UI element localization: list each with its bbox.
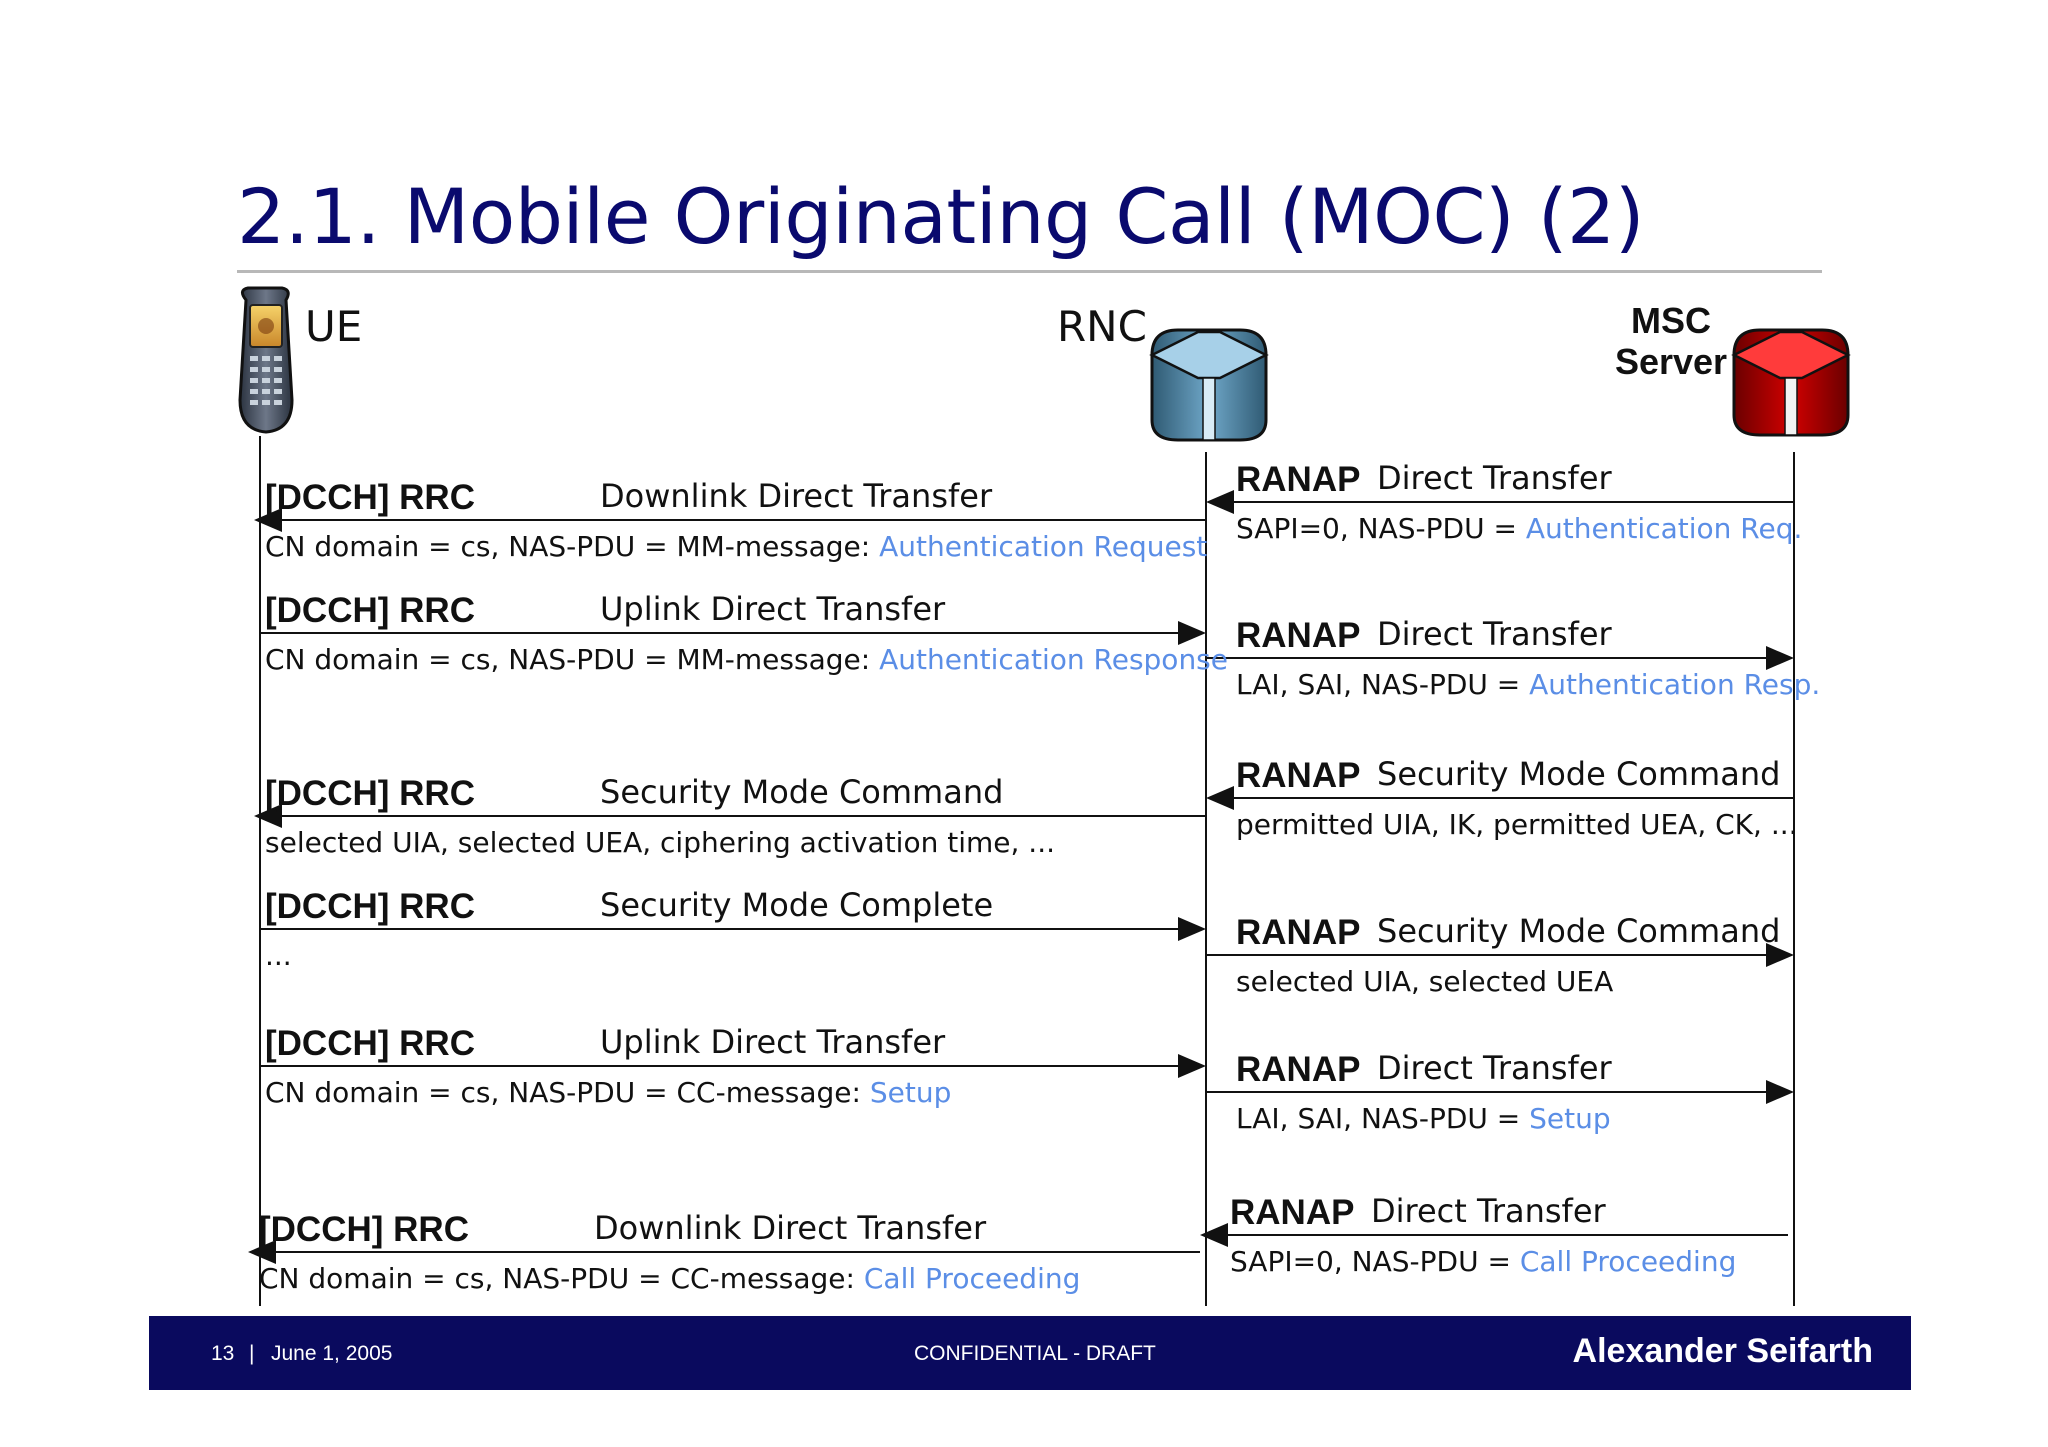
rrc-message-params: [259, 1262, 1080, 1295]
ranap-message-params: [1236, 1102, 1611, 1135]
rrc-protocol-label: [DCCH] RRC: [265, 591, 475, 630]
footer-author: Alexander Seifarth: [1572, 1332, 1873, 1370]
ranap-protocol-label: RANAP: [1236, 913, 1361, 952]
ranap-protocol-label: RANAP: [1236, 1050, 1361, 1089]
rrc-message-params: [265, 826, 1055, 859]
ranap-message-params-text: SAPI=0, NAS-PDU =: [1236, 512, 1526, 545]
ranap-message-params-text: LAI, SAI, NAS-PDU =: [1236, 668, 1530, 701]
rrc-message-params: [265, 530, 1207, 563]
ranap-message-params: [1236, 808, 1798, 841]
footer-classification: CONFIDENTIAL - DRAFT: [914, 1342, 1156, 1365]
footer-separator: |: [249, 1342, 255, 1365]
ranap-protocol-label: RANAP: [1230, 1193, 1355, 1232]
ranap-message-label: Direct Transfer: [1377, 615, 1612, 653]
footer-date: June 1, 2005: [271, 1342, 393, 1365]
rrc-message-label: Uplink Direct Transfer: [600, 590, 946, 628]
rrc-protocol-label: [DCCH] RRC: [265, 887, 475, 926]
ue-label: UE: [305, 302, 363, 351]
rrc-protocol-label: [DCCH] RRC: [265, 478, 475, 517]
ranap-message-label: Direct Transfer: [1377, 1049, 1612, 1087]
footer-bar: [149, 1316, 1911, 1390]
ranap-message-label: Security Mode Command: [1377, 912, 1781, 950]
rrc-message-params: [265, 939, 292, 972]
ranap-message-params-text: LAI, SAI, NAS-PDU =: [1236, 1102, 1530, 1135]
ranap-message-params: [1236, 512, 1802, 545]
rrc-message-label: Downlink Direct Transfer: [594, 1209, 987, 1247]
rrc-message-params-highlight: Authentication Response: [879, 643, 1228, 676]
rrc-message-params-highlight: Setup: [869, 1076, 952, 1109]
ranap-message-params-text: SAPI=0, NAS-PDU =: [1230, 1245, 1520, 1278]
rrc-message-params-text: CN domain = cs, NAS-PDU = CC-message:: [259, 1262, 864, 1295]
rnc-node-icon: [1152, 330, 1266, 440]
rrc-message-params-text: selected UIA, selected UEA, ciphering activation time, ...: [265, 826, 1056, 859]
message-arrows: [248, 490, 1794, 1264]
slide-title: 2.1. Mobile Originating Call (MOC) (2): [237, 172, 1645, 261]
rrc-message-params-text: CN domain = cs, NAS-PDU = CC-message:: [265, 1076, 870, 1109]
mobile-phone-icon: [240, 288, 292, 432]
page-number: 13: [211, 1342, 235, 1365]
ranap-message-params: [1236, 965, 1613, 998]
ranap-message-params: [1236, 668, 1820, 701]
ranap-message-label: Direct Transfer: [1377, 459, 1612, 497]
rrc-message-label: Downlink Direct Transfer: [600, 477, 993, 515]
ranap-message-params: [1230, 1245, 1736, 1278]
rrc-message-params-highlight: Authentication Request: [879, 530, 1208, 563]
msc-server-node-icon: [1734, 330, 1848, 435]
rrc-protocol-label: [DCCH] RRC: [259, 1210, 469, 1249]
ranap-message-params-text: selected UIA, selected UEA: [1236, 965, 1614, 998]
rnc-label: RNC: [1057, 302, 1147, 351]
ranap-message-params-highlight: Setup: [1529, 1102, 1611, 1135]
ranap-message-params-highlight: Authentication Resp.: [1529, 668, 1821, 701]
rrc-protocol-label: [DCCH] RRC: [265, 774, 475, 813]
rrc-message-params-text: ...: [265, 939, 292, 972]
ranap-message-params-highlight: Call Proceeding: [1519, 1245, 1737, 1278]
ranap-message-label: Direct Transfer: [1371, 1192, 1606, 1230]
rrc-message-label: Uplink Direct Transfer: [600, 1023, 946, 1061]
rrc-message-params: [265, 1076, 951, 1109]
ranap-message-label: Security Mode Command: [1377, 755, 1781, 793]
ranap-message-params-highlight: Authentication Req.: [1525, 512, 1803, 545]
rrc-message-params-highlight: Call Proceeding: [863, 1262, 1081, 1295]
ranap-protocol-label: RANAP: [1236, 756, 1361, 795]
rrc-message-label: Security Mode Command: [600, 773, 1004, 811]
msc-label-line2: Server: [1614, 341, 1728, 382]
ranap-protocol-label: RANAP: [1236, 616, 1361, 655]
rrc-message-params-text: CN domain = cs, NAS-PDU = MM-message:: [265, 530, 880, 563]
rrc-message-params: [265, 643, 1228, 676]
rrc-protocol-label: [DCCH] RRC: [265, 1024, 475, 1063]
ranap-protocol-label: RANAP: [1236, 460, 1361, 499]
ranap-message-params-text: permitted UIA, IK, permitted UEA, CK, ...: [1236, 808, 1798, 841]
rrc-message-label: Security Mode Complete: [600, 886, 994, 924]
rrc-message-params-text: CN domain = cs, NAS-PDU = MM-message:: [265, 643, 880, 676]
msc-label-line1: MSC: [1631, 300, 1711, 341]
